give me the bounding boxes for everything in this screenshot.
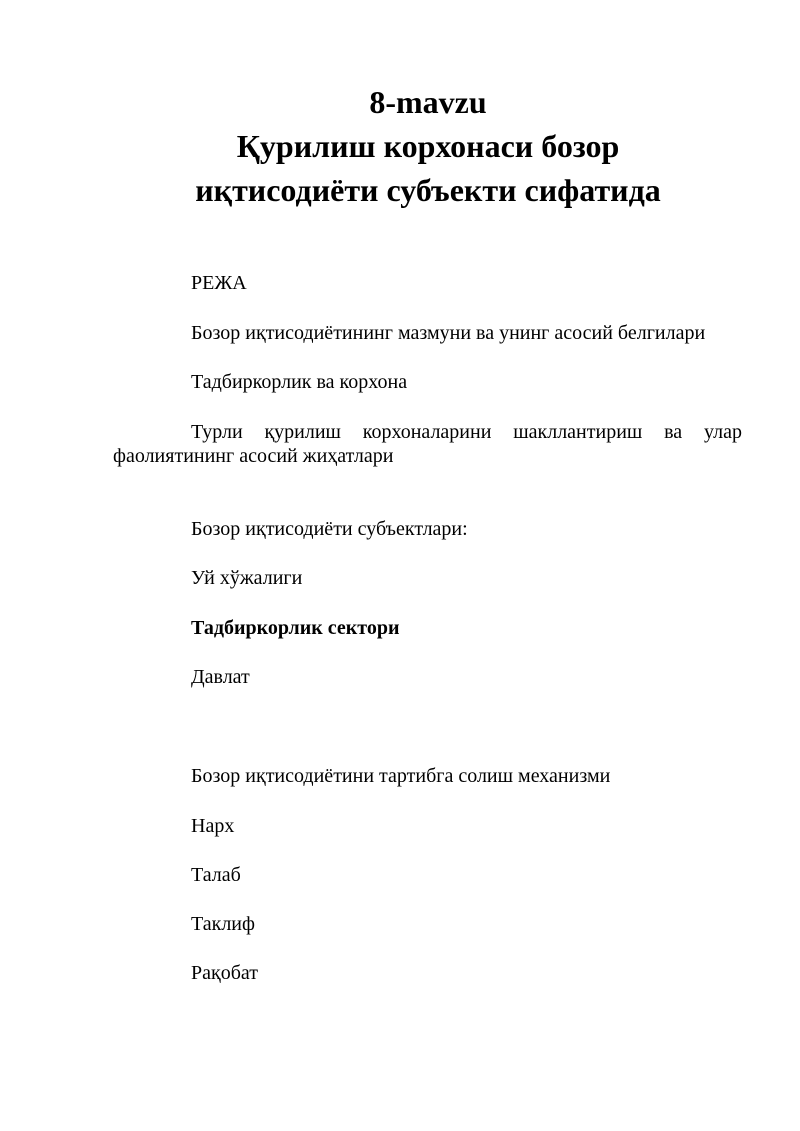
topic-number: 8-mavzu bbox=[369, 84, 487, 120]
subject-item: Тадбиркорлик сектори bbox=[191, 617, 400, 639]
plan-item-3-word: қурилиш bbox=[264, 421, 341, 443]
plan-item-2: Тадбиркорлик ва корхона bbox=[191, 371, 408, 393]
plan-item-1: Бозор иқтисодиётининг мазмуни ва унинг асосий белгилари bbox=[191, 322, 706, 344]
mechanism-heading: Бозор иқтисодиётини тартибга солиш механизми bbox=[191, 765, 611, 787]
plan-heading: РЕЖА bbox=[191, 272, 247, 294]
mechanism-item: Талаб bbox=[191, 864, 241, 886]
plan-item-3-word: шакллантириш bbox=[513, 421, 643, 443]
subjects-heading: Бозор иқтисодиёти субъектлари: bbox=[191, 518, 468, 540]
plan-item-3 bbox=[191, 420, 742, 444]
document-title bbox=[0, 80, 800, 212]
plan-item-3-word: улар bbox=[703, 421, 742, 443]
plan-item-3-word: Турли bbox=[191, 421, 243, 443]
mechanism-item: Рақобат bbox=[191, 962, 258, 984]
mechanism-item: Нарх bbox=[191, 815, 235, 837]
subject-item: Уй хўжалиги bbox=[191, 567, 303, 589]
title-line-2: иқтисодиёти субъекти сифатида bbox=[195, 172, 661, 208]
subject-item: Давлат bbox=[191, 666, 250, 688]
mechanism-item: Таклиф bbox=[191, 913, 255, 935]
plan-item-3-word: ва bbox=[664, 421, 683, 443]
title-line-1: Қурилиш корхонаси бозор bbox=[236, 128, 620, 164]
plan-item-3-continuation: фаолиятининг асосий жиҳатлари bbox=[113, 445, 394, 467]
plan-item-3-word: корхоналарини bbox=[362, 421, 492, 443]
